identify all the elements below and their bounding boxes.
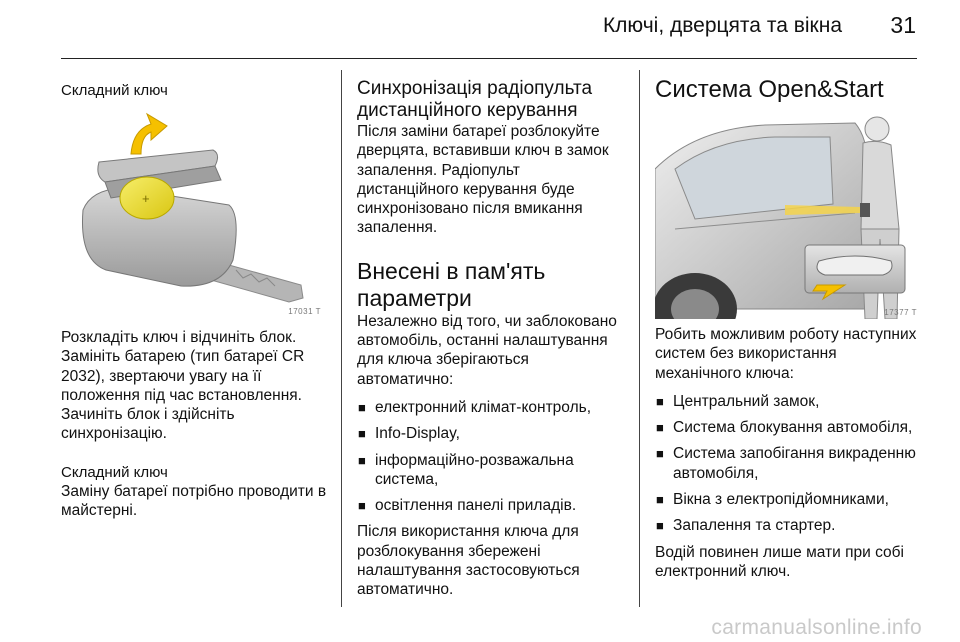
car-door-figure [655,109,921,319]
list-item: ■ Вікна з електропідйомниками, [656,491,889,509]
memorized-settings-list [357,398,625,515]
header-title: Ключі, дверцята та вікна [602,14,842,37]
column-2 [357,60,625,600]
column-1 [61,60,329,520]
key-battery-illustration [61,110,325,318]
car-door-illustration [655,109,921,319]
page-number: 31 [890,12,916,38]
bullet-icon: ■ [656,446,664,462]
list-item: ■ Запалення та стартер. [656,517,836,535]
remote-sync-text: Після заміни батареї розблокуйте дверцята, вставивши ключ в замок запалення. Радіопульт дистанційного керування буде синхронізовано після вмикання запалення. [357,123,609,237]
open-start-systems-list [655,392,925,536]
svg-text:+: + [142,191,150,206]
section-heading-folding-key: Складний ключ [61,82,168,99]
list-item: ■ електронний клімат-контроль, [358,398,592,416]
bullet-icon: ■ [656,518,664,534]
heading-open-start: Система Open&Start [655,76,884,103]
heading-remote-sync: Синхронізація радіопульта дистанційного керування [357,78,593,121]
after-unlock-text: Після використання ключа для розблокування збережені налаштування застосовуються автоматично. [357,523,580,599]
list-item: ■ освітлення панелі приладів. [358,497,577,515]
section-heading-folding-key-2: Складний ключ [61,463,168,481]
bullet-icon: ■ [358,498,366,514]
battery-replace-text: Розкладіть ключ і відчиніть блок. Замініть батарею (тип батареї CR 2032), звертаючи увагу на її положення під час встановлення. Зачиніть блок і здійсніть синхронізацію. [61,329,305,443]
watermark: carmanualsonline.info [711,616,922,639]
bullet-icon: ■ [358,426,366,442]
column-divider-1 [341,70,342,607]
figure-code: 17377 T [884,308,917,317]
column-3 [655,60,925,581]
key-battery-figure [61,110,325,318]
bullet-icon: ■ [358,452,366,468]
electronic-key-icon [860,203,870,217]
list-item: ■ Система блокування автомобіля, [656,419,913,437]
open-start-intro: Робить можливим роботу наступних систем без використання механічного ключа: [655,326,917,382]
list-item: ■ інформаційно-розважальна система, [358,451,574,488]
bullet-icon: ■ [358,399,366,415]
bullet-icon: ■ [656,492,664,508]
bullet-icon: ■ [656,420,664,436]
driver-key-text: Водій повинен лише мати при собі електронний ключ. [655,543,904,580]
heading-memorized-settings: Внесені в пам'ять параметри [357,257,546,311]
list-item: ■ Центральний замок, [656,392,820,410]
header-rule [61,58,917,59]
memorized-intro-text: Незалежно від того, чи заблоковано автомобіль, останні налаштування для ключа зберігаються автоматично: [357,312,617,388]
bullet-icon: ■ [656,393,664,409]
workshop-text: Заміну батареї потрібно проводити в майстерні. [61,482,327,520]
list-item: ■ Info-Display, [358,425,460,443]
list-item: ■ Система запобігання викраденню автомобіля, [656,445,916,482]
column-divider-2 [639,70,640,607]
figure-code: 17031 T [288,307,321,316]
